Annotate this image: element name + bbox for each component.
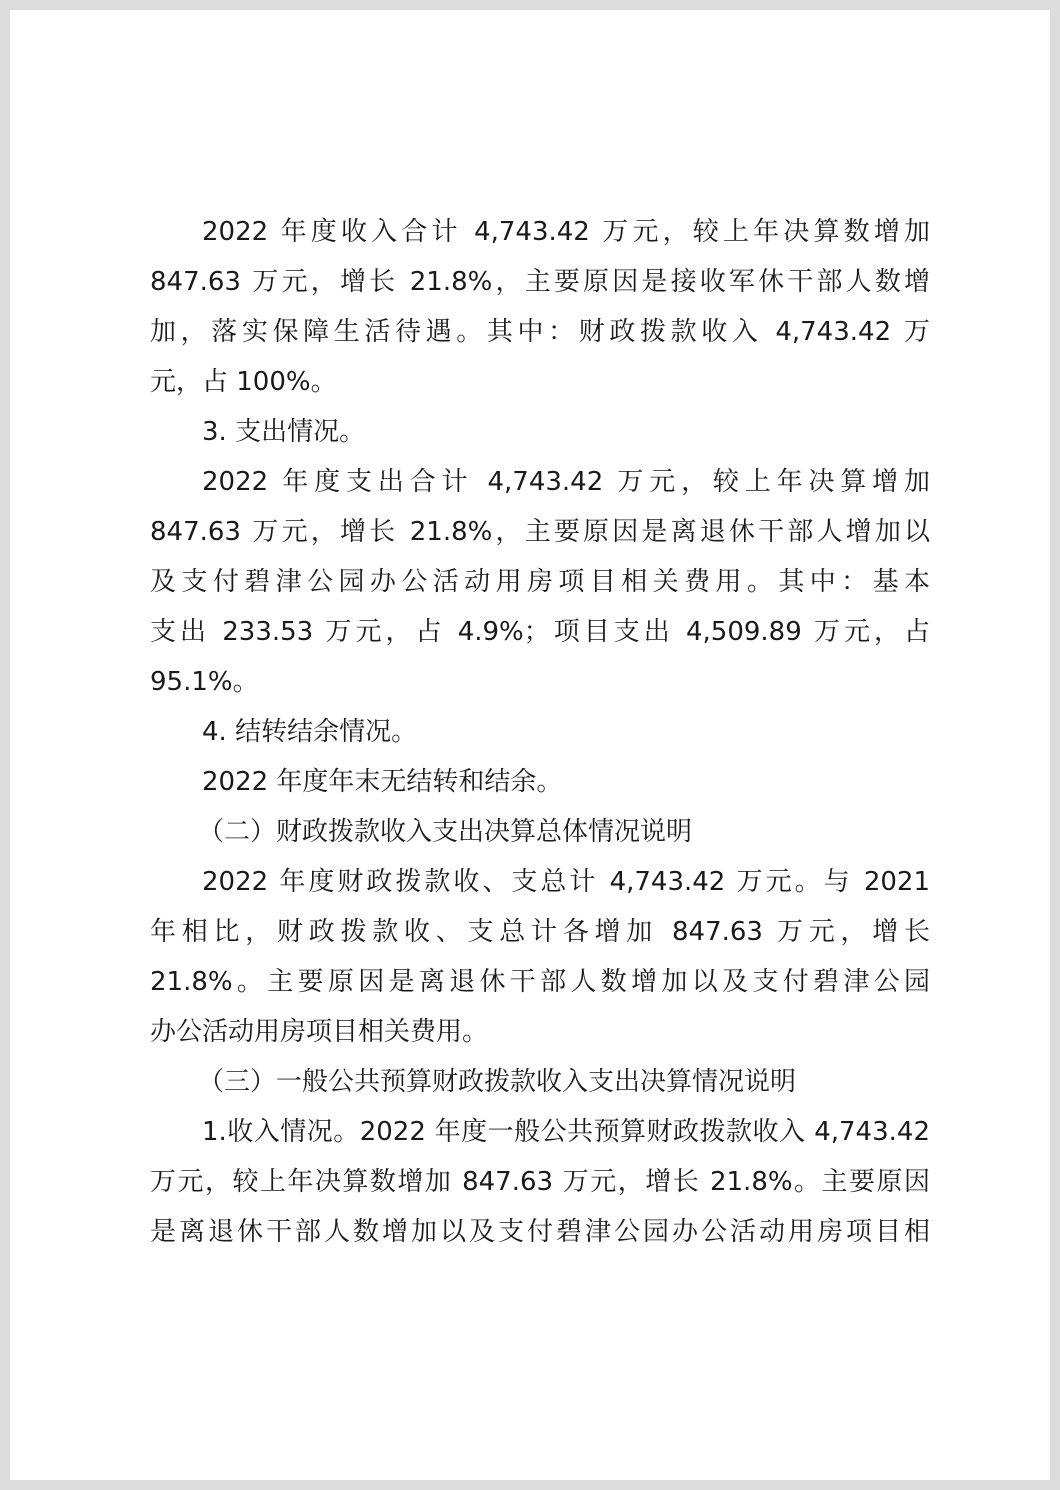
text-line: 及支付碧津公园办公活动用房项目相关费用。其中：基本 (150, 567, 930, 597)
paragraph (150, 757, 930, 807)
text-line: 2022 年度收入合计 4,743.42 万元，较上年决算数增加 (202, 217, 930, 247)
text-line: 元，占 100%。 (150, 367, 337, 397)
text-line: 2022 年度财政拨款收、支总计 4,743.42 万元。与 2021 (202, 867, 930, 897)
paragraph (150, 407, 930, 457)
text-line: 年相比，财政拨款收、支总计各增加 847.63 万元，增长 (150, 917, 930, 947)
paragraph (150, 457, 930, 707)
text-line: 2022 年度支出合计 4,743.42 万元，较上年决算增加 (202, 467, 930, 497)
paragraph (150, 857, 930, 1057)
paragraph (150, 707, 930, 757)
text-line: 847.63 万元，增长 21.8%，主要原因是离退休干部人增加以 (150, 517, 930, 547)
text-line: 支出 233.53 万元，占 4.9%；项目支出 4,509.89 万元，占 (150, 617, 930, 647)
section-heading (150, 807, 930, 857)
document-page (10, 10, 1050, 1480)
paragraph (150, 1107, 930, 1257)
section-heading (150, 1057, 930, 1107)
text-line: 3. 支出情况。 (202, 417, 366, 447)
text-line: 万元，较上年决算数增加 847.63 万元，增长 21.8%。主要原因 (150, 1167, 930, 1197)
text-line: 95.1%。 (150, 667, 259, 697)
text-line: 1.收入情况。2022 年度一般公共预算财政拨款收入 4,743.42 (202, 1117, 930, 1147)
text-line: 847.63 万元，增长 21.8%，主要原因是接收军休干部人数增 (150, 267, 930, 297)
text-line: 加，落实保障生活待遇。其中：财政拨款收入 4,743.42 万 (150, 317, 930, 347)
text-line: 2022 年度年末无结转和结余。 (202, 767, 563, 797)
text-line: （三）一般公共预算财政拨款收入支出决算情况说明 (198, 1067, 797, 1097)
text-line: 4. 结转结余情况。 (202, 717, 418, 747)
document-body (150, 207, 930, 1257)
text-line: （二）财政拨款收入支出决算总体情况说明 (198, 817, 693, 847)
paragraph (150, 207, 930, 407)
text-line: 是离退休干部人数增加以及支付碧津公园办公活动用房项目相 (150, 1217, 930, 1247)
text-line: 21.8%。主要原因是离退休干部人数增加以及支付碧津公园 (150, 967, 930, 997)
text-line: 办公活动用房项目相关费用。 (150, 1017, 489, 1047)
